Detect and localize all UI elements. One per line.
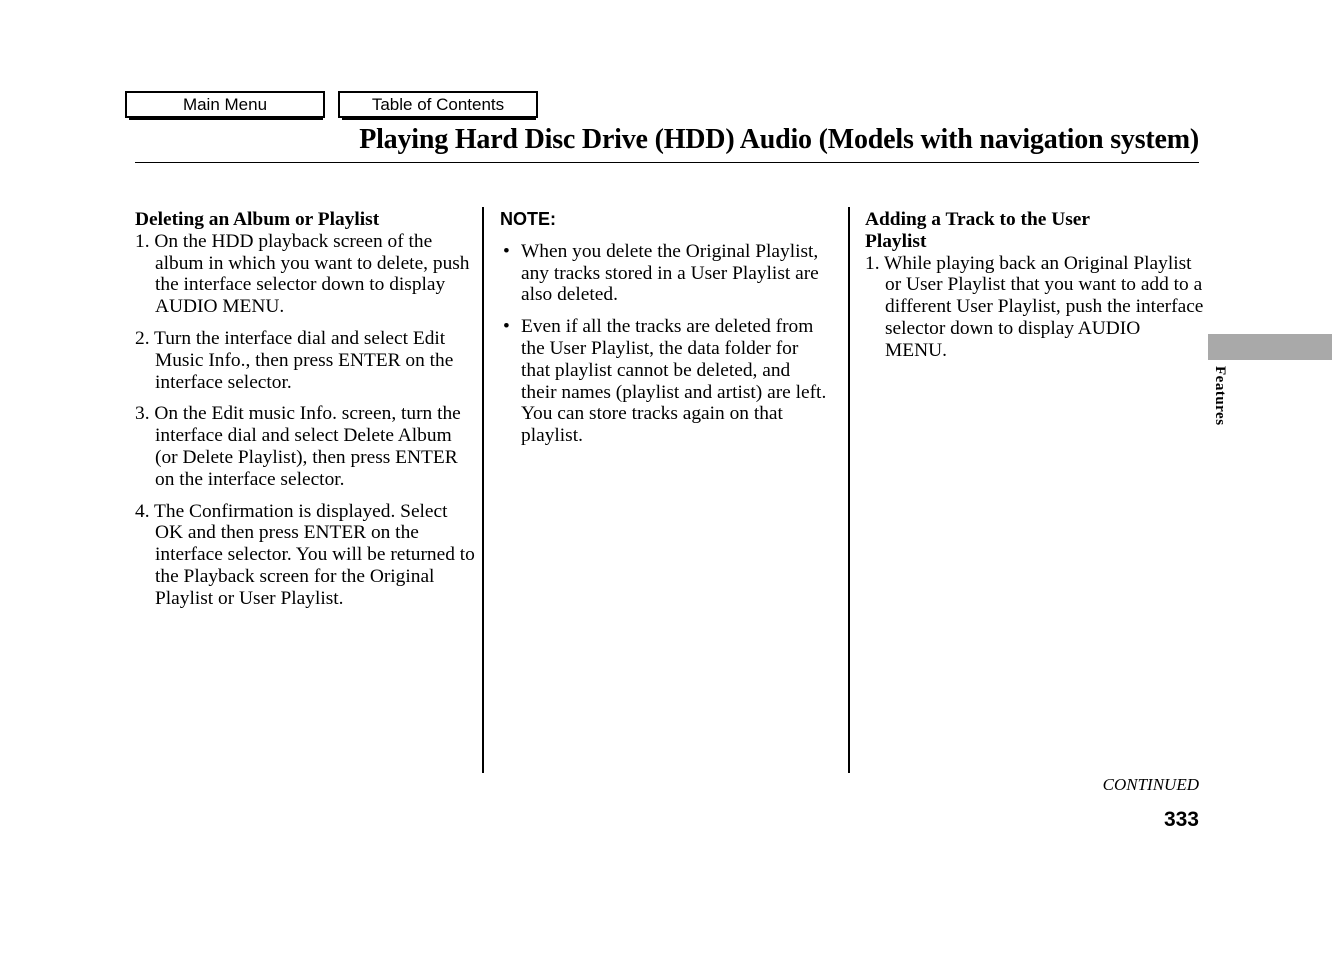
title-divider — [135, 162, 1199, 163]
note-list — [500, 241, 830, 447]
step-item: 1. On the HDD playback screen of the album in which you want to delete, push the interface selector down to display AUDIO MENU. — [135, 230, 470, 318]
right-column — [865, 209, 1205, 372]
middle-column — [500, 209, 830, 457]
section-tab-label: Features — [1212, 366, 1228, 426]
note-label: NOTE: — [500, 209, 556, 229]
page-number: 333 — [1163, 808, 1199, 831]
bullet-icon: • — [503, 316, 510, 338]
column-divider — [482, 207, 484, 773]
page-title: Playing Hard Disc Drive (HDD) Audio (Models with navigation system) — [359, 124, 1199, 155]
step-item: 2. Turn the interface dial and select Edit Music Info., then press ENTER on the interface selector. — [135, 327, 454, 393]
step-list — [865, 253, 1205, 362]
section-tab — [1208, 334, 1332, 360]
section-heading-adding: Adding a Track to the User Playlist — [865, 209, 1090, 252]
table-of-contents-button[interactable]: Table of Contents — [338, 91, 538, 118]
section-heading-deleting: Deleting an Album or Playlist — [135, 209, 380, 230]
note-text: When you delete the Original Playlist, any tracks stored in a User Playlist are also deleted. — [521, 240, 819, 306]
main-menu-button[interactable]: Main Menu — [125, 91, 325, 118]
column-divider — [848, 207, 850, 773]
step-item: 3. On the Edit music Info. screen, turn the interface dial and select Delete Album (or Delete Playlist), then press ENTER on the interface selector. — [135, 403, 461, 490]
step-list — [135, 231, 475, 610]
continued-label: CONTINUED — [1102, 775, 1199, 794]
note-item — [500, 316, 830, 447]
bullet-icon: • — [503, 240, 510, 262]
note-item — [500, 241, 830, 306]
left-column — [135, 209, 475, 620]
step-item: 4. The Confirmation is displayed. Select OK and then press ENTER on the interface selector. You will be returned to the Playback screen for the Original Playlist or User Playlist. — [135, 500, 475, 609]
note-text: Even if all the tracks are deleted from the User Playlist, the data folder for that playlist cannot be deleted, and their names (playlist and artist) are left. You can store tracks again on that playlist. — [521, 316, 827, 447]
step-item: 1. While playing back an Original Playlist or User Playlist that you want to add to a different User Playlist, push the interface selector down to display AUDIO MENU. — [865, 252, 1204, 361]
